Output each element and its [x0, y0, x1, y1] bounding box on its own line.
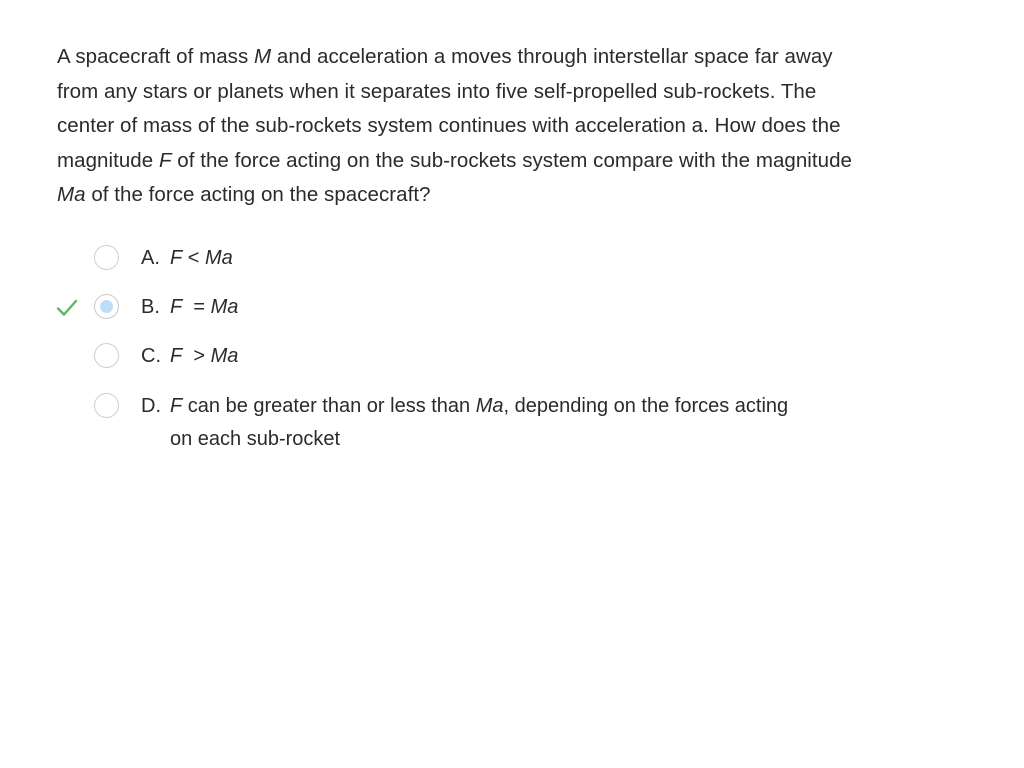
question-line [57, 178, 977, 213]
question-fragment: from any stars or planets when it separates into five self-propelled sub-rockets. The [57, 79, 817, 103]
question-line [57, 40, 977, 75]
radio-button-c[interactable] [94, 343, 119, 368]
option-fragment: < [182, 247, 206, 269]
answer-option-label[interactable] [141, 391, 788, 457]
option-letter: B. [141, 296, 160, 318]
option-letter: C. [141, 345, 161, 367]
radio-button-a[interactable] [94, 245, 119, 270]
option-fragment: > [182, 345, 211, 367]
answer-option-label[interactable] [141, 341, 238, 371]
option-variable: F [170, 345, 183, 367]
option-letter: D. [141, 395, 161, 417]
answer-option-label[interactable] [141, 292, 238, 322]
option-variable: F [170, 296, 183, 318]
question-fragment: center of mass of the sub-rockets system continues with acceleration a. How does the [57, 114, 841, 137]
question-variable: F [158, 148, 172, 172]
question-line [57, 109, 977, 144]
option-variable: Ma [205, 247, 233, 269]
radio-selected-dot [100, 300, 114, 314]
answer-option-label[interactable] [141, 243, 233, 273]
question-variable: Ma [57, 183, 86, 206]
option-letter: A. [141, 247, 160, 269]
question-fragment: A spacecraft of mass [57, 45, 255, 68]
option-fragment: can be greater than or less than [182, 395, 476, 417]
radio-button-d[interactable] [94, 393, 119, 418]
question-fragment: and acceleration a moves through interstellar space far away [271, 45, 833, 68]
question-line [57, 144, 977, 179]
option-variable: Ma [210, 296, 239, 318]
radio-button-b[interactable] [94, 294, 119, 319]
option-variable: F [170, 247, 183, 269]
option-fragment: = [182, 296, 211, 318]
option-variable: F [170, 395, 183, 417]
question-fragment: magnitude [57, 148, 159, 172]
question-fragment: of the force acting on the sub-rockets system compare with the magnitude [171, 148, 853, 172]
option-variable: Ma [210, 345, 239, 367]
option-continuation: on each sub-rocket [170, 428, 341, 450]
checkmark-icon [56, 298, 78, 318]
question-line [57, 75, 977, 110]
question-fragment: of the force acting on the spacecraft? [85, 183, 431, 206]
option-fragment: , depending on the forces acting [503, 395, 789, 417]
option-variable: Ma [475, 395, 504, 417]
question-variable: M [254, 45, 272, 68]
question-text [57, 40, 977, 213]
